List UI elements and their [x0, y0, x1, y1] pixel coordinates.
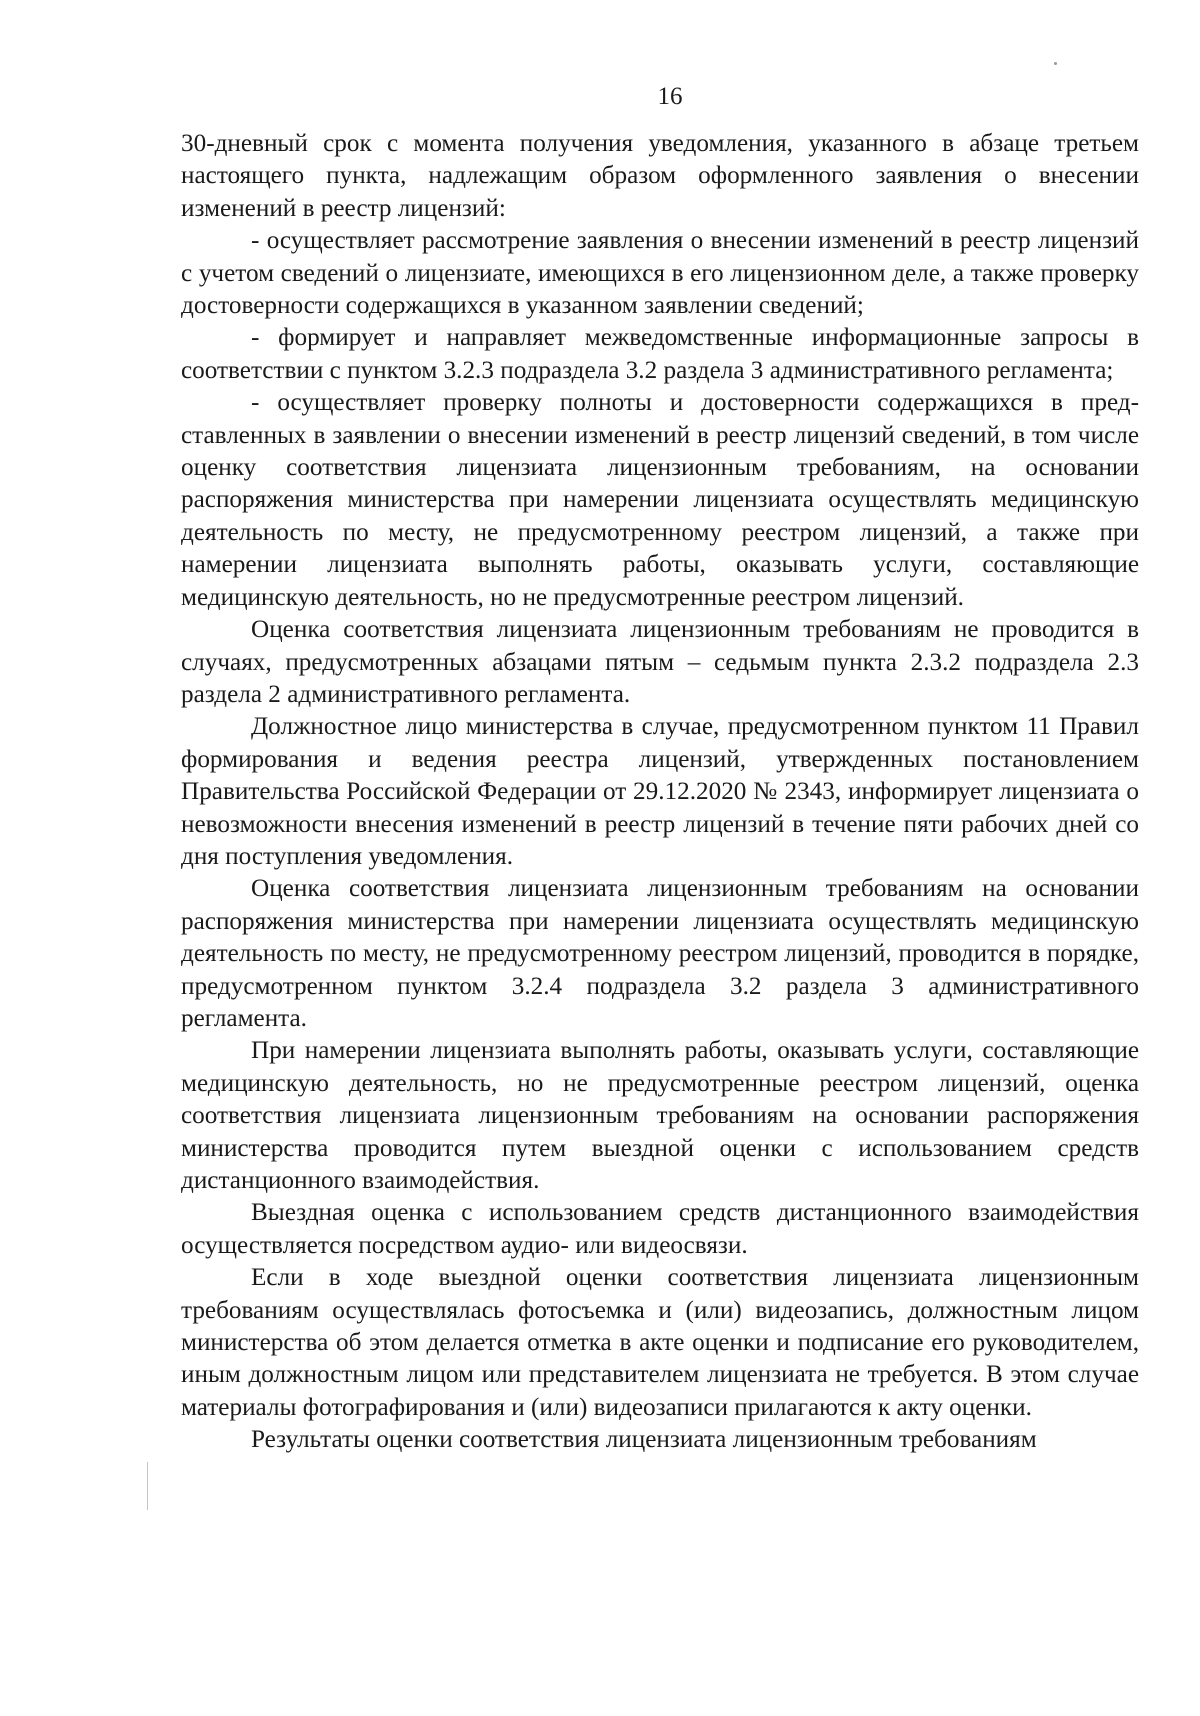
paragraph: Результаты оценки соответствия лицензиата лицензионным требованиям — [251, 1426, 1037, 1454]
paragraph: Оценка соответствия лицензиата лицензионным требованиям не проводится в случаях, предусмотренных абзацами пятым – седьмым пункта 2.3.2 подраздела 2.3 раздела 2 административного регламента. — [181, 616, 1139, 708]
paragraph: Должностное лицо министерства в случае, предусмотренном пунктом 11 Правил формирования и ведения реестра лицензий, утвержденных постановлением Правительства Российской Федерации от 29.12.2020 № 2343, информирует лицензиата о невозможности внесения изменений в реестр лицензий в течение пяти рабочих дней со дня поступления уведомления. — [181, 713, 1139, 870]
page-number: 16 — [657, 83, 683, 110]
paragraph: - формирует и направляет межведомственные информационные запросы в соответствии с пунктом 3.2.3 подраздела 3.2 раздела 3 административного регламента; — [181, 324, 1139, 384]
body-text — [181, 128, 1139, 1457]
paragraph: Если в ходе выездной оценки соответствия лицензиата лицензионным требованиям осуществлялась фотосъемка и (или) видеозапись, должностным лицом министерства об этом делается отметка в акте оценки и подписание его руководителем, иным должностным лицом или представителем лицензиата не требуется. В этом случае материалы фотографирования и (или) видеозаписи прилагаются к акту оценки. — [181, 1264, 1139, 1421]
scan-margin-line — [147, 1462, 148, 1510]
paragraph: Выездная оценка с использованием средств дистанционного взаимодействия осуществляется посредством аудио- или видеосвязи. — [181, 1199, 1139, 1259]
paragraph: При намерении лицензиата выполнять работы, оказывать услуги, составляющие медицинскую деятельность, но не предусмотренные реестром лицензий, оценка соответствия лицензиата лицензионным требованиям на основании распоряжения министерства проводится путем выездной оценки с использованием средств дистанционного взаимодействия. — [181, 1037, 1139, 1194]
paragraph: 30-дневный срок с момента получения уведомления, указанного в абзаце третьем настоящего пункта, надлежащим образом оформленного заявления о внесении изменений в реестр лицензий: — [181, 130, 1139, 222]
paragraph: - осуществляет рассмотрение заявления о внесении изменений в реестр лицензий с учетом сведений о лицензиате, имеющихся в его лицензионном деле, а также проверку достоверности содержащихся в указанном заявлении сведений; — [181, 227, 1139, 320]
paragraph: - осуществляет проверку полноты и достоверности содержащихся в представленных в заявлении о внесении изменений в реестр лицензий сведений, в том числе оценку соответствия лицензиата лицензионным требованиям, на основании распоряжения министерства при намерении лицензиата осуществлять медицинскую деятельность по месту, не предусмотренному реестром лицензий, а также при намерении лицензиата выполнять работы, оказывать услуги, составляющие медицинскую деятельность, но не предусмотренные реестром лицензий. — [181, 389, 1139, 611]
scan-speck — [1054, 62, 1057, 65]
paragraph: Оценка соответствия лицензиата лицензионным требованиям на основании распоряжения министерства при намерении лицензиата осуществлять медицинскую деятельность по месту, не предусмотренному реестром лицензий, проводится в порядке, предусмотренном пунктом 3.2.4 подраздела 3.2 раздела 3 административного регламента. — [181, 875, 1139, 1032]
